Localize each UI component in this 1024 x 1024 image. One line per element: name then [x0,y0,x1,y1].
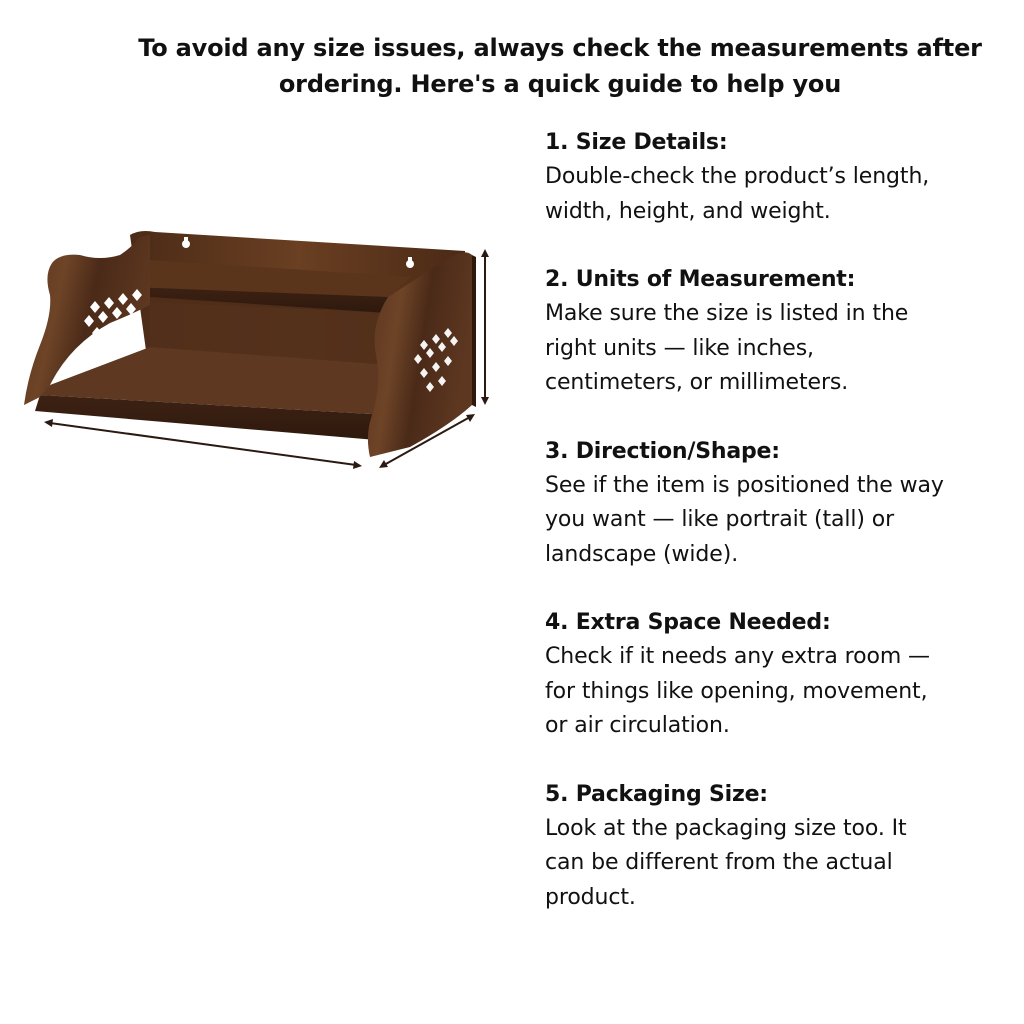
header-line-2: ordering. Here's a quick guide to help you [278,70,842,98]
guide-item-units [545,263,1015,401]
guide-item-direction [545,435,1015,573]
guide-item-size-details [545,126,1015,229]
measurement-guide [545,126,1015,949]
guide-item-title: 5. Packaging Size: [545,781,768,807]
guide-item-body: Double-check the product’s length, width, height, and weight. [545,164,930,224]
guide-item-title: 4. Extra Space Needed: [545,610,831,635]
page-header [100,30,1020,102]
guide-item-extra-space [545,606,1015,744]
guide-item-body: See if the item is positioned the way you want — like portrait (tall) or landscape (wide). [545,472,944,567]
guide-item-body: Check if it needs any extra room — for things like opening, movement, or air circulation. [545,644,930,738]
header-line-1: To avoid any size issues, always check the measurements after [138,34,982,62]
guide-item-title: 2. Units of Measurement: [545,267,856,292]
product-image [10,215,510,485]
guide-item-packaging [545,778,1015,916]
guide-item-body: Make sure the size is listed in the right units — like inches, centimeters, or millimeters. [545,301,909,395]
guide-item-title: 1. Size Details: [545,130,728,155]
guide-item-body: Look at the packaging size too. It can be different from the actual product. [545,815,907,910]
guide-item-title: 3. Direction/Shape: [545,438,780,464]
